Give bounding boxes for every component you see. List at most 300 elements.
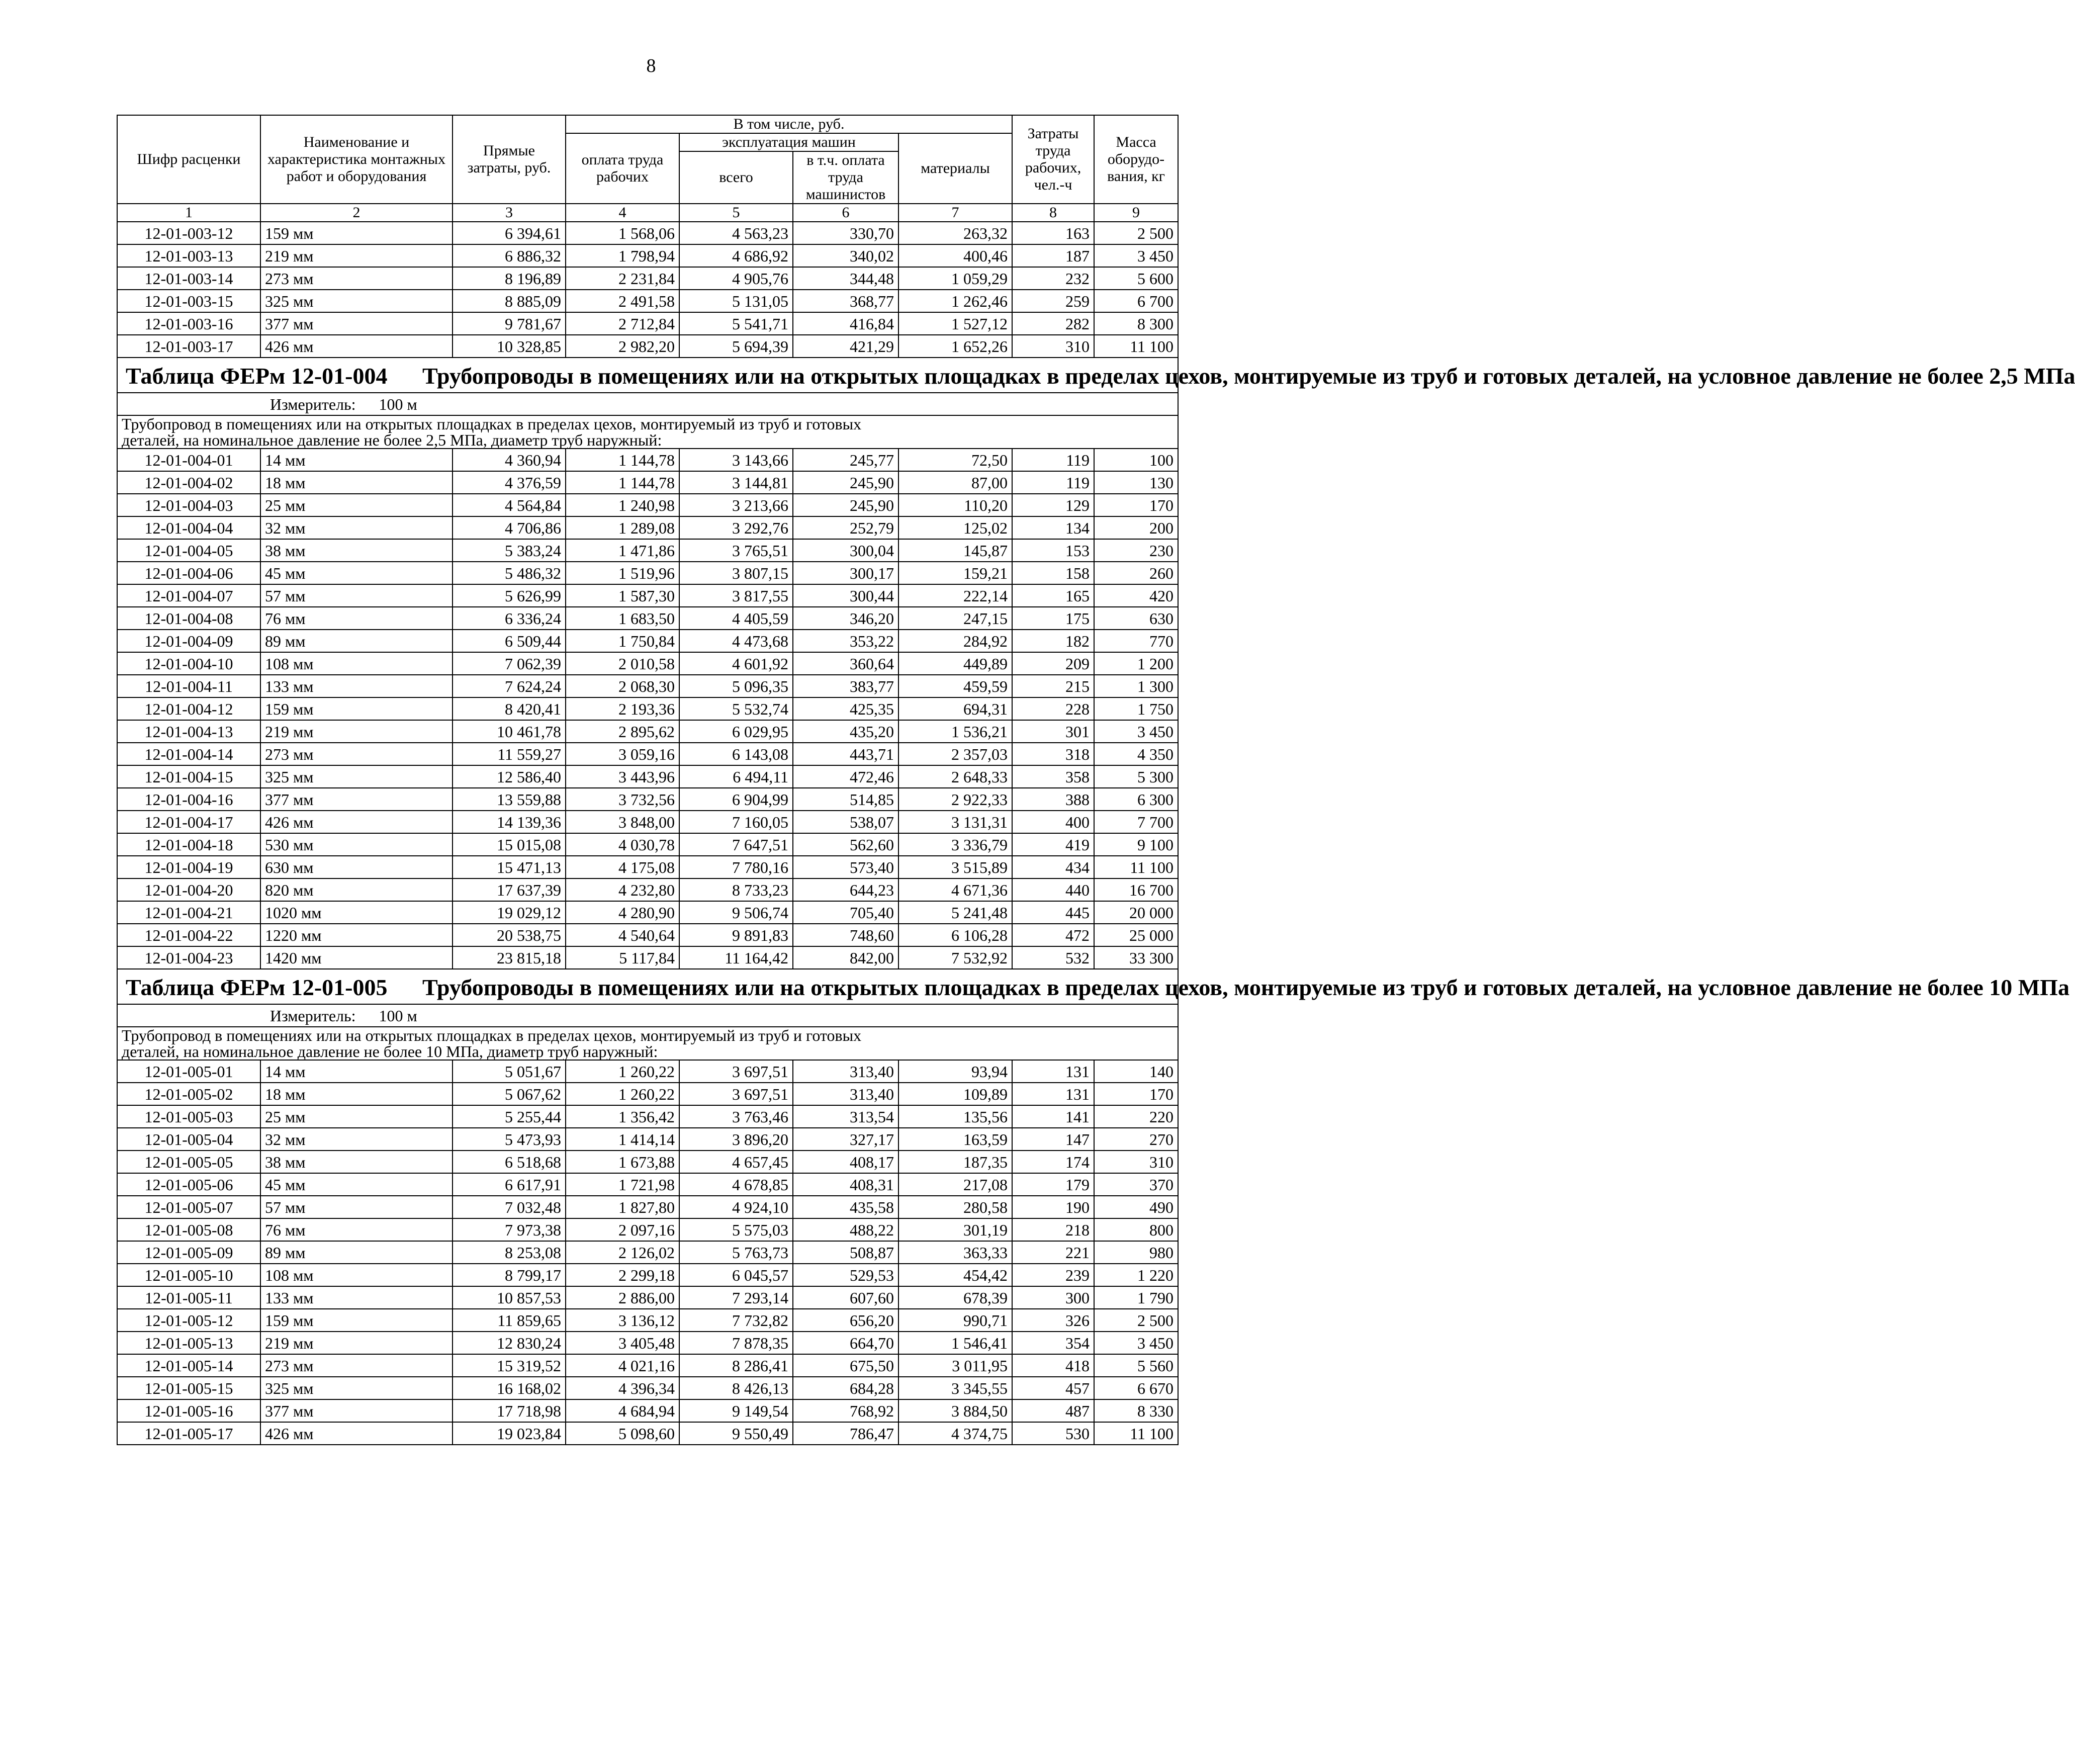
table-cell: 12-01-003-17 bbox=[117, 335, 260, 358]
table-cell: 301,19 bbox=[898, 1218, 1012, 1241]
table-cell: 573,40 bbox=[793, 856, 898, 878]
table-cell: 6 336,24 bbox=[453, 607, 566, 630]
table-cell: 300,04 bbox=[793, 539, 898, 562]
table-cell: 109,89 bbox=[898, 1083, 1012, 1105]
header-direct: Прямые затраты, руб. bbox=[453, 115, 566, 204]
table-cell: 9 149,54 bbox=[679, 1399, 793, 1422]
table-cell: 1 798,94 bbox=[566, 244, 679, 267]
table-cell: 4 905,76 bbox=[679, 267, 793, 290]
table-cell: 12 586,40 bbox=[453, 765, 566, 788]
table-cell: 6 143,08 bbox=[679, 743, 793, 765]
table-cell: 108 мм bbox=[260, 652, 453, 675]
table-row bbox=[117, 1105, 1178, 1128]
table-cell: 252,79 bbox=[793, 516, 898, 539]
table-row bbox=[117, 675, 1178, 697]
table-cell: 5 694,39 bbox=[679, 335, 793, 358]
table-cell: 119 bbox=[1012, 449, 1094, 471]
table-cell: 3 697,51 bbox=[679, 1083, 793, 1105]
table-cell: 1420 мм bbox=[260, 946, 453, 969]
table-cell: 9 100 bbox=[1094, 833, 1178, 856]
table-cell: 273 мм bbox=[260, 1354, 453, 1377]
table-cell: 3 136,12 bbox=[566, 1309, 679, 1332]
table-cell: 10 461,78 bbox=[453, 720, 566, 743]
table-cell: 245,90 bbox=[793, 494, 898, 516]
table-cell: 12-01-005-14 bbox=[117, 1354, 260, 1377]
table-cell: 6 670 bbox=[1094, 1377, 1178, 1399]
table-cell: 1 750,84 bbox=[566, 630, 679, 652]
section-label: Таблица ФЕРм 12-01-005 bbox=[126, 975, 388, 1000]
rows-003 bbox=[117, 222, 1178, 358]
table-cell: 12-01-004-02 bbox=[117, 471, 260, 494]
table-cell: 215 bbox=[1012, 675, 1094, 697]
table-cell: 4 671,36 bbox=[898, 878, 1012, 901]
table-cell: 32 мм bbox=[260, 516, 453, 539]
table-cell: 2 886,00 bbox=[566, 1286, 679, 1309]
table-cell: 4 376,59 bbox=[453, 471, 566, 494]
table-cell: 7 160,05 bbox=[679, 811, 793, 833]
table-cell: 10 328,85 bbox=[453, 335, 566, 358]
table-row bbox=[117, 697, 1178, 720]
table-cell: 508,87 bbox=[793, 1241, 898, 1264]
table-cell: 2 126,02 bbox=[566, 1241, 679, 1264]
table-cell: 38 мм bbox=[260, 1151, 453, 1173]
table-cell: 11 559,27 bbox=[453, 743, 566, 765]
table-cell: 4 473,68 bbox=[679, 630, 793, 652]
table-row bbox=[117, 743, 1178, 765]
table-row bbox=[117, 607, 1178, 630]
table-cell: 1 356,42 bbox=[566, 1105, 679, 1128]
table-cell: 12-01-005-05 bbox=[117, 1151, 260, 1173]
table-cell: 6 700 bbox=[1094, 290, 1178, 312]
table-cell: 5 098,60 bbox=[566, 1422, 679, 1445]
table-cell: 420 bbox=[1094, 584, 1178, 607]
table-cell: 12-01-004-01 bbox=[117, 449, 260, 471]
table-cell: 11 859,65 bbox=[453, 1309, 566, 1332]
table-cell: 282 bbox=[1012, 312, 1094, 335]
table-row bbox=[117, 562, 1178, 584]
table-cell: 217,08 bbox=[898, 1173, 1012, 1196]
table-cell: 607,60 bbox=[793, 1286, 898, 1309]
table-cell: 1 652,26 bbox=[898, 335, 1012, 358]
table-cell: 2 193,36 bbox=[566, 697, 679, 720]
table-cell: 300,17 bbox=[793, 562, 898, 584]
table-row bbox=[117, 1264, 1178, 1286]
table-cell: 419 bbox=[1012, 833, 1094, 856]
table-cell: 1 262,46 bbox=[898, 290, 1012, 312]
table-cell: 12-01-004-21 bbox=[117, 901, 260, 924]
rows-005 bbox=[117, 1060, 1178, 1445]
table-cell: 5 131,05 bbox=[679, 290, 793, 312]
table-cell: 230 bbox=[1094, 539, 1178, 562]
table-cell: 8 300 bbox=[1094, 312, 1178, 335]
table-cell: 4 280,90 bbox=[566, 901, 679, 924]
table-cell: 487 bbox=[1012, 1399, 1094, 1422]
table-cell: 14 139,36 bbox=[453, 811, 566, 833]
table-cell: 6 494,11 bbox=[679, 765, 793, 788]
table-cell: 2 299,18 bbox=[566, 1264, 679, 1286]
table-cell: 219 мм bbox=[260, 720, 453, 743]
table-row bbox=[117, 833, 1178, 856]
table-cell: 4 924,10 bbox=[679, 1196, 793, 1218]
table-cell: 221 bbox=[1012, 1241, 1094, 1264]
table-cell: 19 029,12 bbox=[453, 901, 566, 924]
table-cell: 3 896,20 bbox=[679, 1128, 793, 1151]
table-row bbox=[117, 1309, 1178, 1332]
section-description: Трубопровод в помещениях или на открытых площадках в пределах цехов, монтируемый из труб и готовых bbox=[122, 415, 862, 433]
table-cell: 1 220 bbox=[1094, 1264, 1178, 1286]
table-cell: 3 405,48 bbox=[566, 1332, 679, 1354]
table-cell: 247,15 bbox=[898, 607, 1012, 630]
table-cell: 15 471,13 bbox=[453, 856, 566, 878]
table-cell: 187 bbox=[1012, 244, 1094, 267]
table-cell: 175 bbox=[1012, 607, 1094, 630]
table-cell: 1 750 bbox=[1094, 697, 1178, 720]
table-cell: 12-01-005-06 bbox=[117, 1173, 260, 1196]
table-cell: 13 559,88 bbox=[453, 788, 566, 811]
table-cell: 1 300 bbox=[1094, 675, 1178, 697]
table-cell: 12-01-004-19 bbox=[117, 856, 260, 878]
table-cell: 301 bbox=[1012, 720, 1094, 743]
table-cell: 383,77 bbox=[793, 675, 898, 697]
table-cell: 11 100 bbox=[1094, 335, 1178, 358]
table-cell: 8 253,08 bbox=[453, 1241, 566, 1264]
table-cell: 12-01-004-13 bbox=[117, 720, 260, 743]
table-cell: 4 021,16 bbox=[566, 1354, 679, 1377]
table-cell: 2 922,33 bbox=[898, 788, 1012, 811]
table-cell: 12-01-005-07 bbox=[117, 1196, 260, 1218]
table-cell: 87,00 bbox=[898, 471, 1012, 494]
table-cell: 6 394,61 bbox=[453, 222, 566, 244]
table-cell: 9 506,74 bbox=[679, 901, 793, 924]
table-cell: 12-01-005-17 bbox=[117, 1422, 260, 1445]
table-cell: 7 062,39 bbox=[453, 652, 566, 675]
table-cell: 421,29 bbox=[793, 335, 898, 358]
table-cell: 7 700 bbox=[1094, 811, 1178, 833]
table-cell: 7 780,16 bbox=[679, 856, 793, 878]
table-cell: 4 706,86 bbox=[453, 516, 566, 539]
table-cell: 5 486,32 bbox=[453, 562, 566, 584]
table-cell: 7 878,35 bbox=[679, 1332, 793, 1354]
table-cell: 5 575,03 bbox=[679, 1218, 793, 1241]
table-cell: 3 450 bbox=[1094, 244, 1178, 267]
table-cell: 842,00 bbox=[793, 946, 898, 969]
column-number: 8 bbox=[1012, 204, 1094, 222]
table-cell: 1 536,21 bbox=[898, 720, 1012, 743]
table-cell: 4 396,34 bbox=[566, 1377, 679, 1399]
table-cell: 11 100 bbox=[1094, 1422, 1178, 1445]
table-cell: 705,40 bbox=[793, 901, 898, 924]
column-number: 4 bbox=[566, 204, 679, 222]
table-cell: 20 000 bbox=[1094, 901, 1178, 924]
table-cell: 33 300 bbox=[1094, 946, 1178, 969]
table-cell: 326 bbox=[1012, 1309, 1094, 1332]
table-row bbox=[117, 1332, 1178, 1354]
meter-label: Измеритель: bbox=[270, 395, 356, 413]
table-cell: 131 bbox=[1012, 1083, 1094, 1105]
table-cell: 200 bbox=[1094, 516, 1178, 539]
table-cell: 2 982,20 bbox=[566, 335, 679, 358]
table-cell: 2 357,03 bbox=[898, 743, 1012, 765]
table-cell: 6 904,99 bbox=[679, 788, 793, 811]
section-title: Трубопроводы в помещениях или на открытых площадках в пределах цехов, монтируемые из труб и готовых деталей, на условное давление не более 10 МПа bbox=[422, 975, 2069, 1000]
column-number: 5 bbox=[679, 204, 793, 222]
table-cell: 440 bbox=[1012, 878, 1094, 901]
table-cell: 2 895,62 bbox=[566, 720, 679, 743]
table-cell: 800 bbox=[1094, 1218, 1178, 1241]
table-cell: 12-01-004-23 bbox=[117, 946, 260, 969]
table-cell: 6 509,44 bbox=[453, 630, 566, 652]
table-cell: 6 045,57 bbox=[679, 1264, 793, 1286]
rows-004 bbox=[117, 449, 1178, 969]
table-cell: 675,50 bbox=[793, 1354, 898, 1377]
table-cell: 6 886,32 bbox=[453, 244, 566, 267]
table-cell: 12-01-004-08 bbox=[117, 607, 260, 630]
table-cell: 1020 мм bbox=[260, 901, 453, 924]
table-cell: 12-01-004-16 bbox=[117, 788, 260, 811]
table-cell: 644,23 bbox=[793, 878, 898, 901]
column-number: 1 bbox=[117, 204, 260, 222]
table-cell: 12-01-004-14 bbox=[117, 743, 260, 765]
table-cell: 219 мм bbox=[260, 244, 453, 267]
header-labor-cost: Затраты труда рабочих, чел.-ч bbox=[1012, 115, 1094, 204]
table-cell: 245,77 bbox=[793, 449, 898, 471]
table-cell: 15 015,08 bbox=[453, 833, 566, 856]
table-cell: 3 763,46 bbox=[679, 1105, 793, 1128]
table-cell: 426 мм bbox=[260, 1422, 453, 1445]
table-cell: 6 106,28 bbox=[898, 924, 1012, 946]
table-row bbox=[117, 652, 1178, 675]
header-code: Шифр расценки bbox=[117, 115, 260, 204]
table-cell: 159 мм bbox=[260, 1309, 453, 1332]
table-row bbox=[117, 312, 1178, 335]
table-cell: 630 мм bbox=[260, 856, 453, 878]
table-cell: 7 732,82 bbox=[679, 1309, 793, 1332]
table-row bbox=[117, 539, 1178, 562]
table-cell: 630 bbox=[1094, 607, 1178, 630]
table-cell: 12-01-004-07 bbox=[117, 584, 260, 607]
table-cell: 45 мм bbox=[260, 1173, 453, 1196]
table-cell: 3 848,00 bbox=[566, 811, 679, 833]
table-cell: 313,40 bbox=[793, 1083, 898, 1105]
table-cell: 239 bbox=[1012, 1264, 1094, 1286]
page-number: 8 bbox=[646, 55, 656, 76]
table-cell: 179 bbox=[1012, 1173, 1094, 1196]
table-row bbox=[117, 1151, 1178, 1173]
table-cell: 5 560 bbox=[1094, 1354, 1178, 1377]
table-cell: 529,53 bbox=[793, 1264, 898, 1286]
table-cell: 8 799,17 bbox=[453, 1264, 566, 1286]
table-cell: 664,70 bbox=[793, 1332, 898, 1354]
table-cell: 400 bbox=[1012, 811, 1094, 833]
table-cell: 219 мм bbox=[260, 1332, 453, 1354]
table-cell: 360,64 bbox=[793, 652, 898, 675]
table-cell: 5 532,74 bbox=[679, 697, 793, 720]
table-row bbox=[117, 1377, 1178, 1399]
table-cell: 457 bbox=[1012, 1377, 1094, 1399]
table-cell: 370 bbox=[1094, 1173, 1178, 1196]
table-cell: 12-01-005-04 bbox=[117, 1128, 260, 1151]
table-cell: 2 500 bbox=[1094, 222, 1178, 244]
table-cell: 12-01-005-02 bbox=[117, 1083, 260, 1105]
table-cell: 12-01-005-16 bbox=[117, 1399, 260, 1422]
table-cell: 11 100 bbox=[1094, 856, 1178, 878]
table-cell: 133 мм bbox=[260, 675, 453, 697]
table-cell: 38 мм bbox=[260, 539, 453, 562]
column-number: 6 bbox=[793, 204, 898, 222]
table-cell: 1 059,29 bbox=[898, 267, 1012, 290]
table-cell: 377 мм bbox=[260, 788, 453, 811]
table-cell: 2 097,16 bbox=[566, 1218, 679, 1241]
table-row bbox=[117, 630, 1178, 652]
table-cell: 108 мм bbox=[260, 1264, 453, 1286]
table-cell: 678,39 bbox=[898, 1286, 1012, 1309]
table-cell: 4 030,78 bbox=[566, 833, 679, 856]
table-cell: 768,92 bbox=[793, 1399, 898, 1422]
table-cell: 218 bbox=[1012, 1218, 1094, 1241]
table-cell: 220 bbox=[1094, 1105, 1178, 1128]
table-cell: 159,21 bbox=[898, 562, 1012, 584]
header-materials: материалы bbox=[898, 133, 1012, 204]
table-cell: 5 763,73 bbox=[679, 1241, 793, 1264]
table-cell: 89 мм bbox=[260, 1241, 453, 1264]
table-cell: 19 023,84 bbox=[453, 1422, 566, 1445]
table-cell: 5 241,48 bbox=[898, 901, 1012, 924]
table-cell: 57 мм bbox=[260, 1196, 453, 1218]
table-cell: 12-01-005-11 bbox=[117, 1286, 260, 1309]
table-cell: 472,46 bbox=[793, 765, 898, 788]
table-cell: 228 bbox=[1012, 697, 1094, 720]
table-cell: 1220 мм bbox=[260, 924, 453, 946]
table-row bbox=[117, 267, 1178, 290]
header-incl: В том числе, руб. bbox=[566, 115, 1012, 133]
table-cell: 163 bbox=[1012, 222, 1094, 244]
table-cell: 273 мм bbox=[260, 267, 453, 290]
table-row bbox=[117, 222, 1178, 244]
table-cell: 12-01-004-06 bbox=[117, 562, 260, 584]
table-cell: 12-01-004-09 bbox=[117, 630, 260, 652]
table-cell: 7 973,38 bbox=[453, 1218, 566, 1241]
header-machines: эксплуатация машин bbox=[679, 133, 898, 151]
table-cell: 408,31 bbox=[793, 1173, 898, 1196]
table-cell: 6 029,95 bbox=[679, 720, 793, 743]
table-cell: 472 bbox=[1012, 924, 1094, 946]
table-row bbox=[117, 878, 1178, 901]
table-cell: 263,32 bbox=[898, 222, 1012, 244]
table-cell: 174 bbox=[1012, 1151, 1094, 1173]
table-cell: 32 мм bbox=[260, 1128, 453, 1151]
table-cell: 12-01-005-15 bbox=[117, 1377, 260, 1399]
table-cell: 12-01-004-11 bbox=[117, 675, 260, 697]
table-cell: 72,50 bbox=[898, 449, 1012, 471]
table-cell: 158 bbox=[1012, 562, 1094, 584]
table-cell: 165 bbox=[1012, 584, 1094, 607]
table-cell: 134 bbox=[1012, 516, 1094, 539]
table-row bbox=[117, 856, 1178, 878]
table-cell: 2 231,84 bbox=[566, 267, 679, 290]
table-cell: 12-01-004-12 bbox=[117, 697, 260, 720]
table-cell: 3 515,89 bbox=[898, 856, 1012, 878]
table-cell: 119 bbox=[1012, 471, 1094, 494]
table-cell: 310 bbox=[1012, 335, 1094, 358]
table-cell: 25 мм bbox=[260, 1105, 453, 1128]
table-cell: 4 564,84 bbox=[453, 494, 566, 516]
table-cell: 2 068,30 bbox=[566, 675, 679, 697]
table-cell: 12-01-004-03 bbox=[117, 494, 260, 516]
table-cell: 2 648,33 bbox=[898, 765, 1012, 788]
table-cell: 182 bbox=[1012, 630, 1094, 652]
table-row bbox=[117, 335, 1178, 358]
section-description: деталей, на номинальное давление не более 2,5 МПа, диаметр труб наружный: bbox=[122, 431, 662, 449]
table-cell: 9 781,67 bbox=[453, 312, 566, 335]
table-cell: 260 bbox=[1094, 562, 1178, 584]
table-cell: 434 bbox=[1012, 856, 1094, 878]
table-cell: 5 473,93 bbox=[453, 1128, 566, 1151]
table-cell: 11 164,42 bbox=[679, 946, 793, 969]
table-cell: 2 712,84 bbox=[566, 312, 679, 335]
table-cell: 3 345,55 bbox=[898, 1377, 1012, 1399]
header-machines-total: всего bbox=[679, 151, 793, 204]
table-cell: 76 мм bbox=[260, 1218, 453, 1241]
table-cell: 4 684,94 bbox=[566, 1399, 679, 1422]
table-cell: 7 532,92 bbox=[898, 946, 1012, 969]
table-cell: 8 286,41 bbox=[679, 1354, 793, 1377]
table-cell: 340,02 bbox=[793, 244, 898, 267]
table-cell: 159 мм bbox=[260, 222, 453, 244]
table-cell: 187,35 bbox=[898, 1151, 1012, 1173]
table-cell: 12-01-003-15 bbox=[117, 290, 260, 312]
table-cell: 45 мм bbox=[260, 562, 453, 584]
meter-label: Измеритель: bbox=[270, 1006, 356, 1025]
table-cell: 1 527,12 bbox=[898, 312, 1012, 335]
table-cell: 388 bbox=[1012, 788, 1094, 811]
table-cell: 12-01-005-12 bbox=[117, 1309, 260, 1332]
table-cell: 300,44 bbox=[793, 584, 898, 607]
table-cell: 3 059,16 bbox=[566, 743, 679, 765]
table-cell: 454,42 bbox=[898, 1264, 1012, 1286]
table-cell: 3 450 bbox=[1094, 1332, 1178, 1354]
table-cell: 9 891,83 bbox=[679, 924, 793, 946]
table-cell: 2 010,58 bbox=[566, 652, 679, 675]
table-cell: 10 857,53 bbox=[453, 1286, 566, 1309]
table-cell: 1 144,78 bbox=[566, 471, 679, 494]
table-row bbox=[117, 1218, 1178, 1241]
table-row bbox=[117, 584, 1178, 607]
table-cell: 435,20 bbox=[793, 720, 898, 743]
table-row bbox=[117, 788, 1178, 811]
section-label: Таблица ФЕРм 12-01-004 bbox=[126, 363, 388, 389]
table-cell: 130 bbox=[1094, 471, 1178, 494]
table-cell: 14 мм bbox=[260, 1060, 453, 1083]
table-cell: 284,92 bbox=[898, 630, 1012, 652]
table-row bbox=[117, 1354, 1178, 1377]
table-cell: 23 815,18 bbox=[453, 946, 566, 969]
table-row bbox=[117, 471, 1178, 494]
table-cell: 313,54 bbox=[793, 1105, 898, 1128]
table-cell: 4 232,80 bbox=[566, 878, 679, 901]
table-cell: 313,40 bbox=[793, 1060, 898, 1083]
table-cell: 222,14 bbox=[898, 584, 1012, 607]
table-cell: 12-01-004-22 bbox=[117, 924, 260, 946]
table-cell: 12-01-004-10 bbox=[117, 652, 260, 675]
table-cell: 5 096,35 bbox=[679, 675, 793, 697]
table-cell: 7 624,24 bbox=[453, 675, 566, 697]
table-cell: 3 817,55 bbox=[679, 584, 793, 607]
table-cell: 1 673,88 bbox=[566, 1151, 679, 1173]
table-cell: 327,17 bbox=[793, 1128, 898, 1151]
section-004-head bbox=[117, 358, 2075, 449]
table-cell: 12-01-003-14 bbox=[117, 267, 260, 290]
table-cell: 488,22 bbox=[793, 1218, 898, 1241]
